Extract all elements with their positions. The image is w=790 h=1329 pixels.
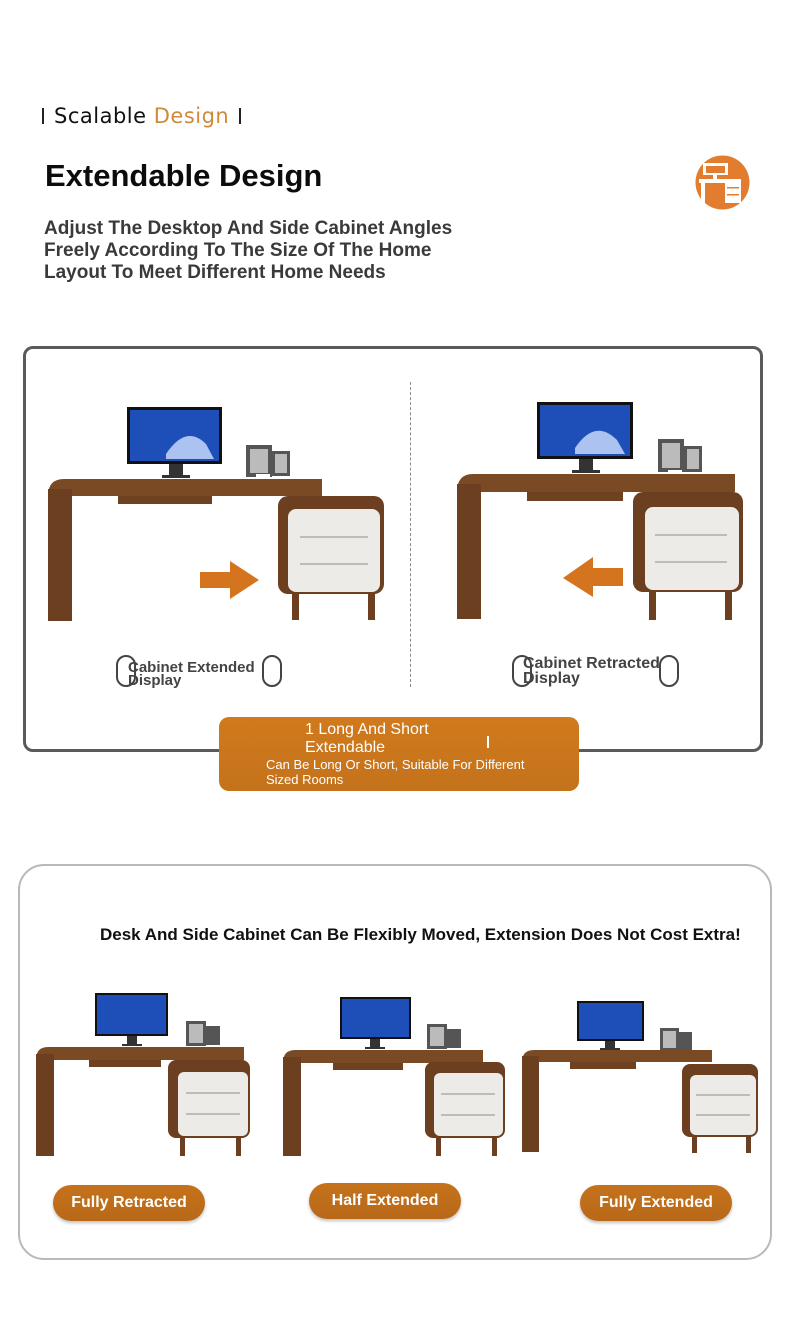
section-tagline [42,104,241,128]
caption-cabinet-extended [128,661,255,687]
desk-image-fully-retracted [34,990,254,1160]
desk-image-half-extended [281,994,507,1164]
option-fully-extended: Fully Extended [580,1185,732,1221]
positions-headline: Desk And Side Cabinet Can Be Flexibly Moved, Extension Does Not Cost Extra! [100,925,741,944]
banner-divider [487,736,489,748]
tagline-bar-left [42,108,44,124]
option-half-extended: Half Extended [309,1183,461,1219]
banner-title: 1 Long And Short Extendable [305,721,429,756]
page-description: Adjust The Desktop And Side Cabinet Angles Freely According To The Size Of The Home Layout To Meet Different Home Needs [44,218,453,283]
tagline-bar-right [239,108,241,124]
desk-cabinet-icon [695,155,750,210]
banner-subtitle: Can Be Long Or Short, Suitable For Different Sized Rooms [266,757,525,787]
feature-banner [219,717,579,791]
tagline-word-1: Scalable [54,104,147,128]
desk-image-retracted [455,400,755,625]
caption-bracket-right [262,655,282,687]
desk-image-extended [46,404,386,626]
caption-bracket-right [659,655,679,687]
tagline-word-2: Design [153,104,230,128]
option-fully-retracted: Fully Retracted [53,1185,205,1221]
caption-line-2: Display [523,670,580,687]
desk-image-fully-extended [520,998,760,1158]
caption-line-2: Display [128,672,182,689]
caption-line-1: Cabinet Extended [128,659,255,676]
comparison-divider [410,382,411,687]
caption-line-1: Cabinet Retracted [523,655,660,672]
page-title: Extendable Design [45,158,323,193]
caption-cabinet-retracted [523,656,660,686]
